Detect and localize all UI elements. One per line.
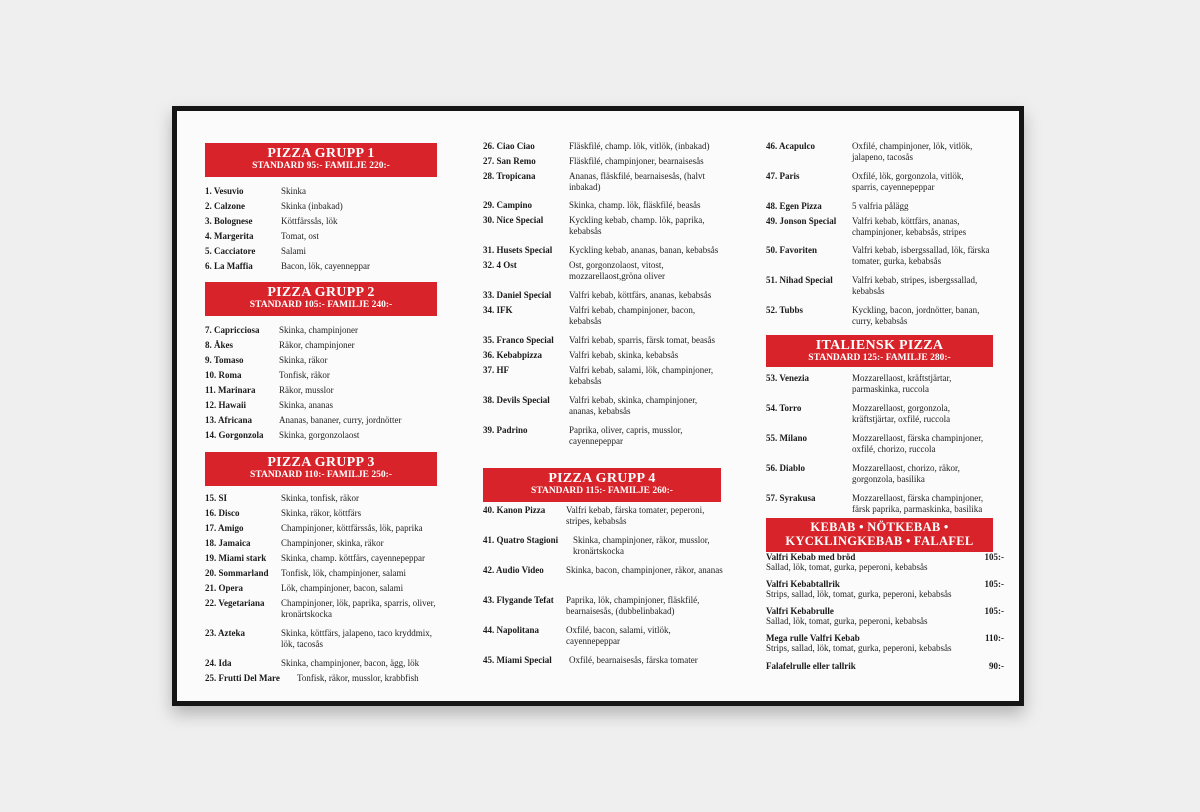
item-name: 13. Africana [205,415,252,425]
item-ingredients: Valfri kebab, champinjoner, bacon, kebabsås [569,305,696,326]
item-ingredients: Valfri kebab, skinka, champinjoner, ananas, kebabsås [569,395,698,416]
item-price: 105:- [984,606,1004,616]
item-name: 51. Nihad Special [766,275,833,285]
item-name: 41. Quatro Stagioni [483,535,559,545]
item-name: Valfri Kebab med bröd [766,552,856,562]
item-ingredients: Kyckling kebab, champ. lök, paprika, kebabsås [569,215,705,236]
item-ingredients: Champinjoner, skinka, räkor [281,538,384,548]
item-ingredients: Fläskfilé, champ. lök, vitlök, (inbakad) [569,141,710,151]
item-ingredients: Ananas, bananer, curry, jordnötter [279,415,402,425]
item-ingredients: Skinka, ananas [279,400,333,410]
kebab-item [766,607,1004,626]
section-header-italiensk-pizza [766,335,993,367]
item-name: 28. Tropicana [483,171,536,181]
item-ingredients: Oxfilé, bearnaisesås, färska tomater [569,655,698,665]
item-ingredients: Valfri kebab, skinka, kebabsås [569,350,679,360]
item-ingredients: Sallad, lök, tomat, gurka, peperoni, kebabsås [766,615,928,626]
section-prices: STANDARD 105:- FAMILJE 240:- [249,300,393,310]
kebab-item [766,634,1004,653]
item-ingredients: Köttfärssås, lök [281,216,338,226]
item-ingredients: Strips, sallad, lök, tomat, gurka, peperoni, kebabsås [766,642,952,653]
item-ingredients: 5 valfria pålägg [852,201,909,211]
item-name: 17. Amigo [205,523,244,533]
item-ingredients: Champinjoner, köttfärssås, lök, paprika [281,523,423,533]
item-name: 25. Frutti Del Mare [205,673,280,683]
item-ingredients: Ost, gorgonzolaost, vitost, mozzarellaost,gröna oliver [569,260,665,281]
item-name: 39. Padrino [483,425,528,435]
item-ingredients: Mozzarellaost, färska champinjoner, oxfilé, chorizo, ruccola [852,433,984,454]
item-ingredients: Mozzarellaost, gorgonzola, kräftstjärtar, oxfilé, ruccola [852,403,951,424]
item-price: 90:- [989,661,1004,671]
item-ingredients: Tomat, ost [281,231,319,241]
item-ingredients: Bacon, lök, cayenneppar [281,261,370,271]
item-name: Valfri Kebabtallrik [766,579,840,589]
item-name: 36. Kebabpizza [483,350,543,360]
item-ingredients: Fläskfilé, champinjoner, bearnaisesås [569,156,704,166]
section-title: ITALIENSK PIZZA [815,338,944,353]
item-ingredients: Skinka, köttfärs, jalapeno, taco kryddmix, lök, tacosås [281,628,432,649]
section-title-line2: KYCKLINGKEBAB • FALAFEL [785,534,974,548]
section-header-pizza-grupp-2 [205,282,437,316]
item-name: 9. Tomaso [205,355,244,365]
item-name: 44. Napolitana [483,625,540,635]
poster-frame [172,106,1024,706]
item-name: 33. Daniel Special [483,290,552,300]
item-ingredients: Kyckling kebab, ananas, banan, kebabsås [569,245,719,255]
section-title: PIZZA GRUPP 1 [267,146,375,161]
item-name: 19. Miami stark [205,553,267,563]
item-ingredients: Räkor, musslor [279,385,334,395]
item-ingredients: Valfri kebab, salami, lök, champinjoner, kebabsås [569,365,714,386]
section-header-pizza-grupp-4 [483,468,721,502]
item-name: 12. Hawaii [205,400,247,410]
kebab-item [766,553,1004,572]
item-name: 20. Sommarland [205,568,269,578]
item-ingredients: Skinka [281,186,307,196]
kebab-item [766,580,1004,599]
item-name: 47. Paris [766,171,800,181]
item-name: 40. Kanon Pizza [483,505,546,515]
section-prices: STANDARD 115:- FAMILJE 260:- [531,486,673,496]
item-name: 29. Campino [483,200,533,210]
section-prices: STANDARD 110:- FAMILJE 250:- [250,470,392,480]
item-name: 1. Vesuvio [205,186,244,196]
item-ingredients: Skinka, champ. lök, fläskfilé, beasås [569,200,701,210]
item-ingredients: Skinka, tonfisk, räkor [281,493,359,503]
item-name: 22. Vegetariana [205,598,265,608]
item-name: 4. Margerita [205,231,254,241]
item-name: 34. IFK [483,305,513,315]
item-name: 35. Franco Special [483,335,554,345]
section-title: PIZZA GRUPP 4 [548,471,656,486]
item-ingredients: Champinjoner, lök, paprika, sparris, oliver, kronärtskocka [281,598,436,619]
item-name: 42. Audio Video [483,565,544,575]
item-name: 7. Capricciosa [205,325,260,335]
item-ingredients: Paprika, lök, champinjoner, fläskfilé, bearnaisesås, (dubbelinbakad) [566,595,700,616]
item-ingredients: Valfri kebab, färska tomater, peperoni, stripes, kebabsås [566,505,705,526]
item-name: 50. Favoriten [766,245,817,255]
item-ingredients: Kyckling, bacon, jordnötter, banan, curry, kebabsås [852,305,980,326]
item-ingredients: Skinka, champ. köttfärs, cayennepeppar [281,553,425,563]
item-name: Valfri Kebabrulle [766,606,834,616]
item-name: 31. Husets Special [483,245,553,255]
item-name: 3. Bolognese [205,216,253,226]
item-name: 55. Milano [766,433,808,443]
section-title-line1: KEBAB • NÖTKEBAB • [810,520,949,534]
kebab-item [766,662,1004,672]
section-title: PIZZA GRUPP 2 [267,285,375,300]
item-ingredients: Valfri kebab, köttfärs, ananas, kebabsås [569,290,712,300]
item-name: 45. Miami Special [483,655,552,665]
item-ingredients: Oxfilé, champinjoner, lök, vitlök, jalapeno, tacosås [852,141,973,162]
section-header-pizza-grupp-3 [205,452,437,486]
item-ingredients: Salami [281,246,306,256]
item-name: 8. Åkes [205,340,234,350]
item-name: 23. Azteka [205,628,245,638]
item-ingredients: Tonfisk, räkor, musslor, krabbfish [297,673,419,683]
item-ingredients: Lök, champinjoner, bacon, salami [281,583,404,593]
section-header-pizza-grupp-1 [205,143,437,177]
item-ingredients: Skinka, räkor [279,355,328,365]
item-ingredients: Tonfisk, räkor [279,370,330,380]
item-name: 43. Flygande Tefat [483,595,554,605]
item-ingredients: Sallad, lök, tomat, gurka, peperoni, kebabsås [766,561,928,572]
item-name: 2. Calzone [205,201,245,211]
item-price: 110:- [985,633,1004,643]
item-name: 38. Devils Special [483,395,550,405]
item-name: 49. Jonson Special [766,216,837,226]
item-price: 105:- [984,579,1004,589]
menu-poster [177,111,1019,701]
item-ingredients: Skinka (inbakad) [281,201,343,211]
section-title: PIZZA GRUPP 3 [267,455,375,470]
item-ingredients: Valfri kebab, isbergssallad, lök, färska tomater, gurka, kebabsås [852,245,990,266]
item-ingredients: Paprika, oliver, capris, musslor, cayennepeppar [569,425,683,446]
item-ingredients: Valfri kebab, köttfärs, ananas, champinjoner, kebabsås, stripes [852,216,967,237]
item-ingredients: Ananas, fläskfilé, bearnaisesås, (halvt inbakad) [569,171,705,192]
item-ingredients: Tonfisk, lök, champinjoner, salami [281,568,406,578]
item-name: 24. Ida [205,658,232,668]
item-name: 57. Syrakusa [766,493,816,503]
item-ingredients: Räkor, champinjoner [279,340,355,350]
item-ingredients: Skinka, champinjoner, räkor, musslor, kronärtskocka [573,535,710,556]
section-prices: STANDARD 125:- FAMILJE 280:- [808,353,951,363]
item-ingredients: Strips, sallad, lök, tomat, gurka, peperoni, kebabsås [766,588,952,599]
item-name: 6. La Maffia [205,261,253,271]
item-name: 30. Nice Special [483,215,544,225]
item-ingredients: Skinka, champinjoner, bacon, ägg, lök [281,658,420,668]
item-name: 32. 4 Ost [483,260,517,270]
item-name: Mega rulle Valfri Kebab [766,633,860,643]
item-ingredients: Mozzarellaost, chorizo, räkor, gorgonzola, basilika [852,463,960,484]
item-ingredients: Mozzarellaost, kräftstjärtar, parmaskinka, ruccola [852,373,952,394]
item-ingredients: Valfri kebab, sparris, färsk tomat, beasås [569,335,715,345]
item-name: 53. Venezia [766,373,810,383]
item-name: 52. Tubbs [766,305,804,315]
item-name: 14. Gorgonzola [205,430,264,440]
item-name: 56. Diablo [766,463,806,473]
item-name: 5. Cacciatore [205,246,256,256]
item-name: 21. Opera [205,583,243,593]
item-name: 26. Ciao Ciao [483,141,535,151]
item-name: 54. Torro [766,403,802,413]
item-ingredients: Skinka, räkor, köttfärs [281,508,362,518]
item-name: 10. Roma [205,370,242,380]
item-name: 11. Marinara [205,385,256,395]
item-name: 15. SI [205,493,228,503]
item-ingredients: Skinka, champinjoner [279,325,358,335]
item-price: 105:- [984,552,1004,562]
item-ingredients: Mozzarellaost, färska champinjoner, färsk paprika, parmaskinka, basilika [852,493,984,514]
item-name: 37. HF [483,365,509,375]
item-ingredients: Oxfilé, lök, gorgonzola, vitlök, sparris, cayennepeppar [852,171,964,192]
item-name: Falafelrulle eller tallrik [766,661,856,671]
section-prices: STANDARD 95:- FAMILJE 220:- [252,161,390,171]
item-name: 27. San Remo [483,156,536,166]
item-name: 18. Jamaica [205,538,251,548]
item-ingredients: Valfri kebab, stripes, isbergssallad, kebabsås [852,275,978,296]
item-ingredients: Oxfilé, bacon, salami, vitlök, cayennepeppar [566,625,671,646]
section-header-kebab [766,518,993,552]
item-name: 46. Acapulco [766,141,816,151]
item-name: 48. Egen Pizza [766,201,822,211]
item-name: 16. Disco [205,508,240,518]
item-ingredients: Skinka, gorgonzolaost [279,430,360,440]
item-ingredients: Skinka, bacon, champinjoner, räkor, ananas [566,565,723,575]
